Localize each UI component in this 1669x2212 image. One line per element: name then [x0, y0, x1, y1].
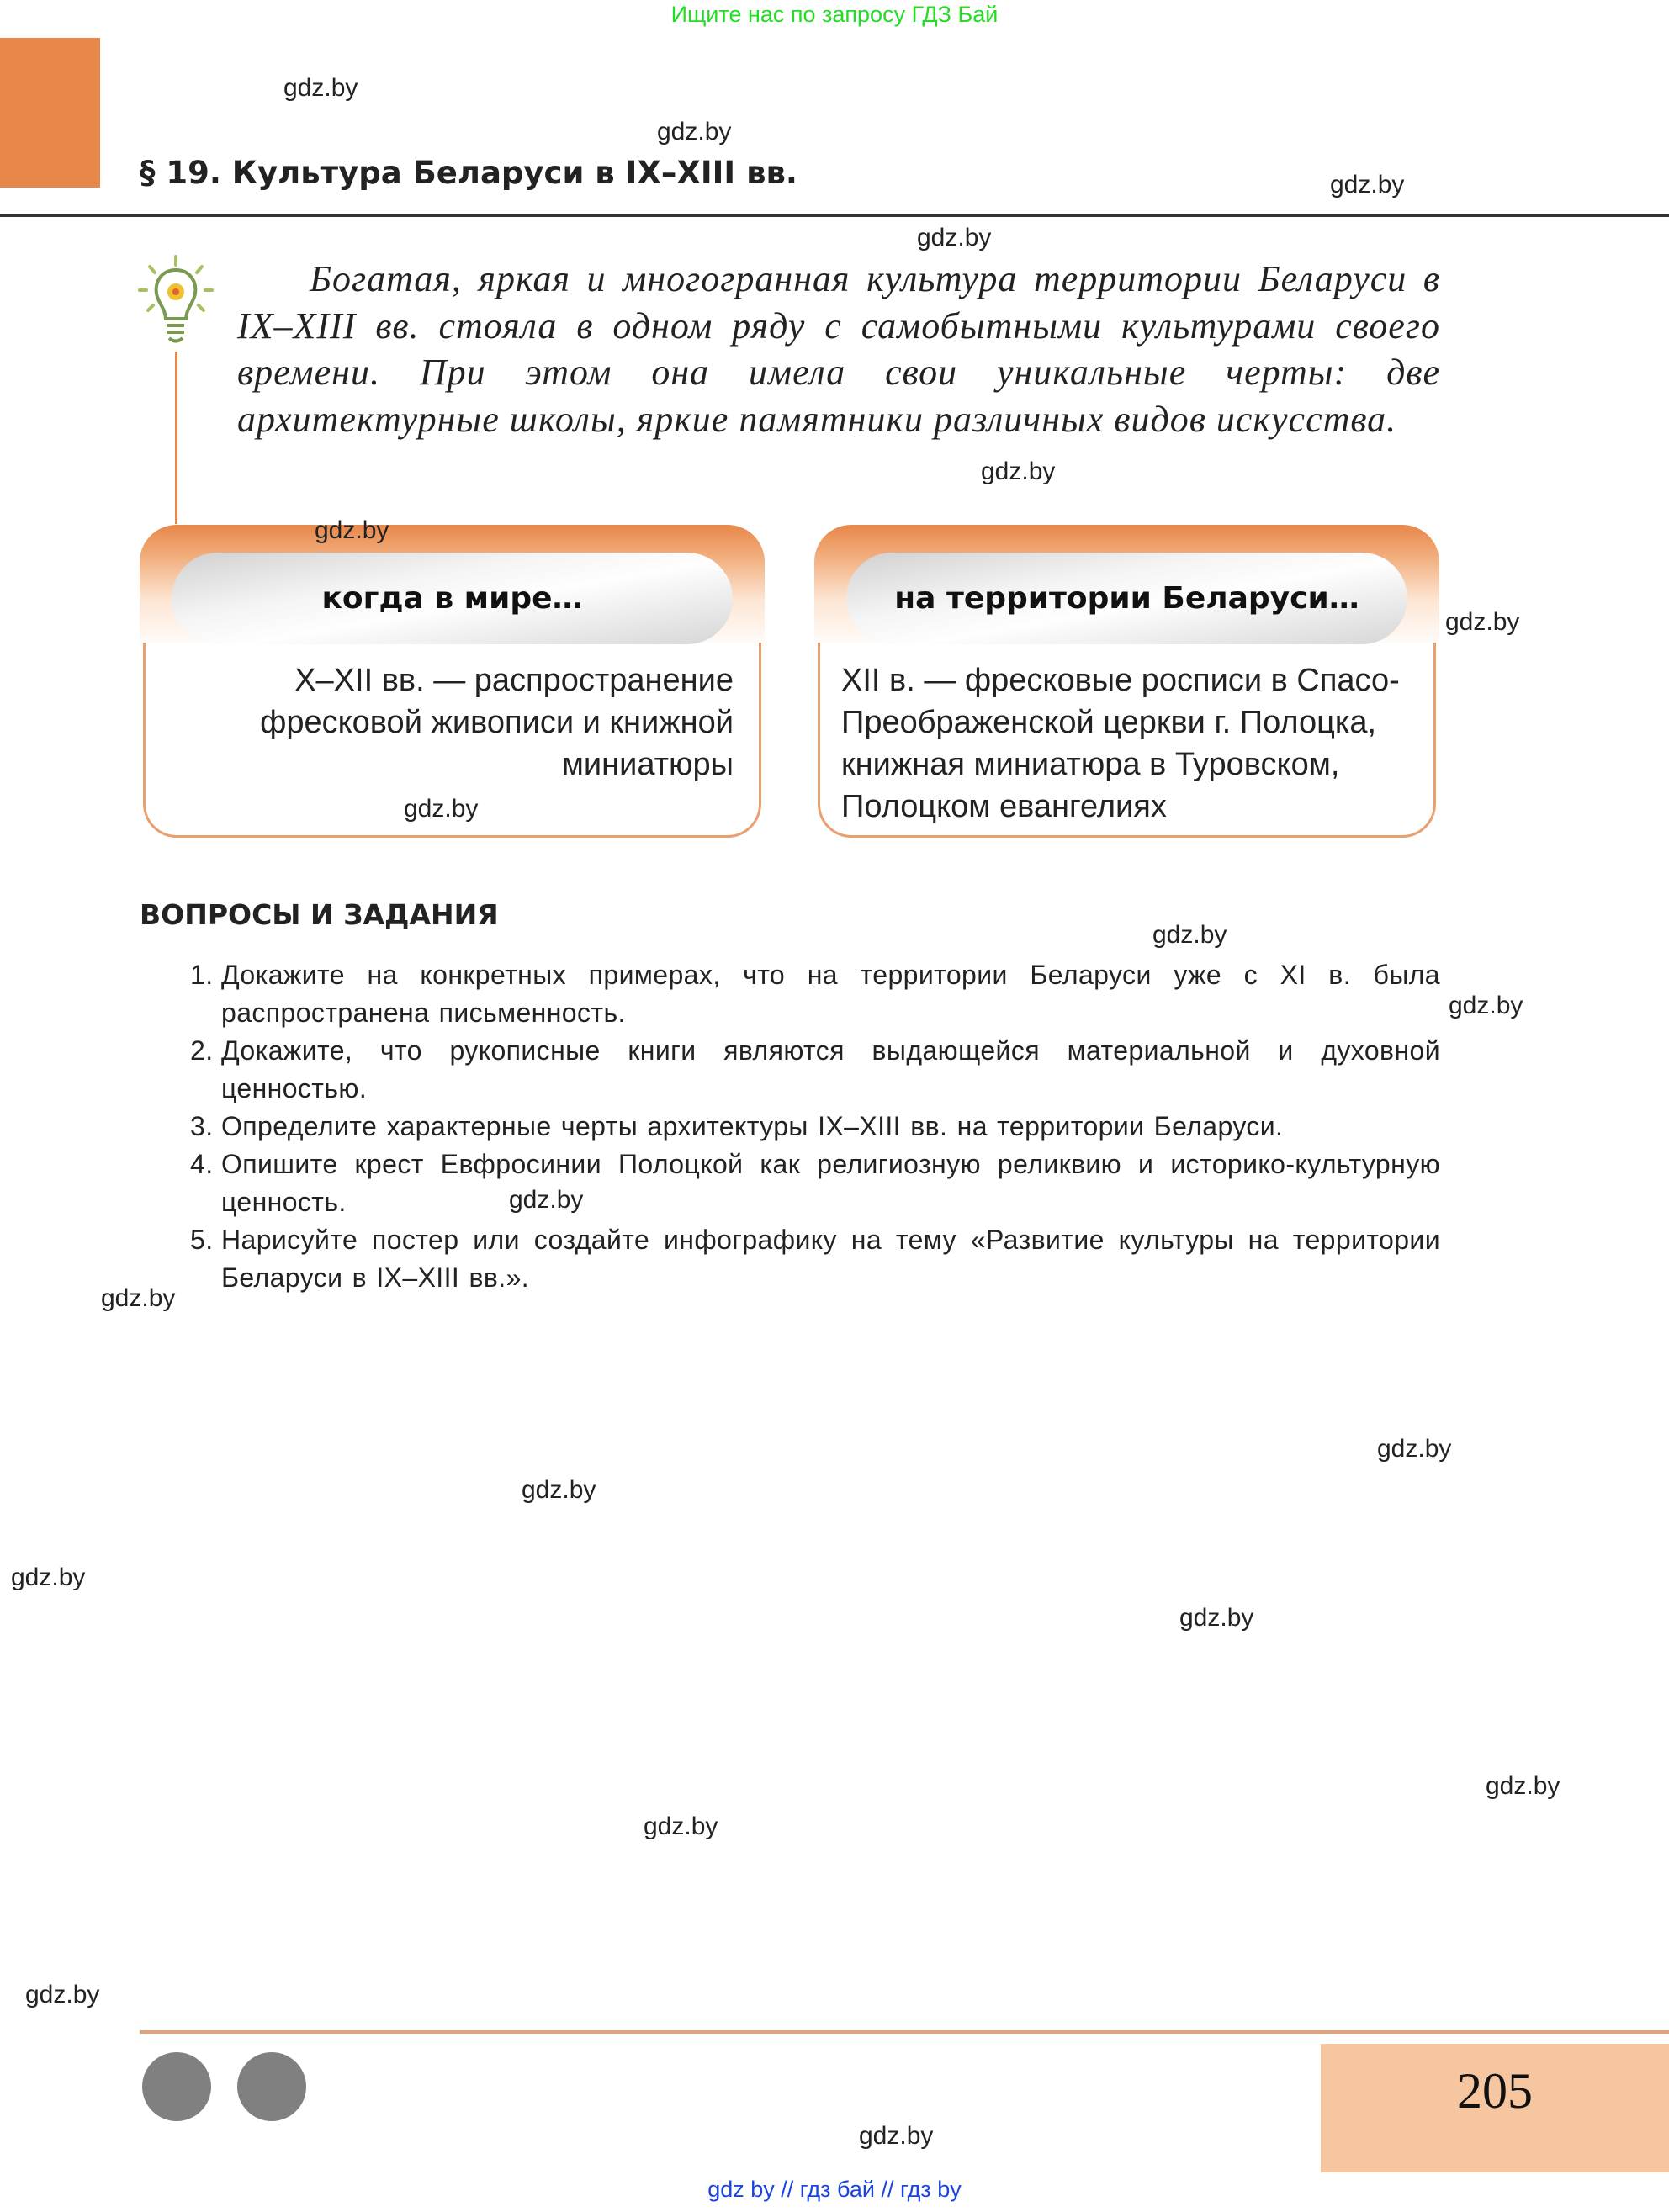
watermark: gdz.by: [917, 224, 992, 251]
questions-list: [185, 956, 1440, 1297]
lightbulb-icon: [138, 255, 214, 347]
question-item: [185, 956, 1440, 1032]
question-item: [185, 1108, 1440, 1146]
footer-divider: [140, 2030, 1669, 2034]
world-box: [140, 525, 765, 841]
watermark: gdz.by: [1179, 1604, 1254, 1632]
accent-line: [175, 352, 177, 524]
question-item: [185, 1032, 1440, 1108]
question-number: 4.: [190, 1149, 214, 1179]
watermark: gdz.by: [404, 795, 479, 823]
watermark: gdz.by: [1445, 608, 1520, 636]
watermark: gdz.by: [25, 1981, 100, 2008]
watermark: gdz.by: [657, 118, 732, 146]
watermark: gdz.by: [859, 2122, 934, 2150]
watermark: gdz.by: [1152, 921, 1227, 949]
question-number: 5.: [190, 1225, 214, 1255]
watermark: gdz.by: [644, 1812, 718, 1840]
header-divider: [0, 214, 1669, 217]
watermark: gdz.by: [1449, 992, 1523, 1019]
question-number: 2.: [190, 1035, 214, 1066]
watermark: gdz.by: [101, 1284, 176, 1312]
world-box-text: X–XII вв. — распространение фресковой живописи и книжной миниатюры: [260, 663, 734, 782]
circle-marker-icon: [237, 2052, 306, 2121]
question-item: [185, 1221, 1440, 1297]
question-number: 1.: [190, 960, 214, 990]
questions-heading: ВОПРОСЫ И ЗАДАНИЯ: [140, 898, 499, 931]
circle-marker-icon: [142, 2052, 211, 2121]
question-text: Определите характерные черты архитектуры IX–XIII вв. на территории Беларуси.: [221, 1111, 1284, 1141]
belarus-box-heading: на территории Беларуси…: [846, 553, 1407, 644]
watermark: gdz.by: [981, 458, 1056, 485]
watermark: gdz.by: [509, 1186, 584, 1214]
watermark: gdz.by: [315, 516, 389, 544]
page-title: § 19. Культура Беларуси в IX–XIII вв.: [140, 155, 797, 191]
question-item: [185, 1146, 1440, 1221]
world-box-heading: когда в мире…: [172, 553, 733, 644]
chapter-tab: [0, 38, 100, 188]
belarus-box-text: XII в. — фресковые росписи в Спасо-Преображенской церкви г. Полоцка, книжная миниатюра в Туровском, Полоцком евангелиях: [841, 663, 1400, 824]
question-text: Докажите на конкретных примерах, что на территории Беларуси уже с XI в. была распространена письменность.: [221, 960, 1440, 1028]
watermark: gdz.by: [1377, 1435, 1452, 1463]
question-text: Нарисуйте постер или создайте инфографику на тему «Развитие культуры на территории Беларуси в IX–XIII вв.».: [221, 1225, 1440, 1293]
watermark: gdz.by: [522, 1476, 596, 1504]
question-text: Опишите крест Евфросинии Полоцкой как религиозную реликвию и историко-культурную ценность.: [221, 1149, 1440, 1217]
watermark: gdz.by: [1486, 1772, 1560, 1800]
intro-paragraph: Богатая, яркая и многогранная культура территории Беларуси в IX–XIII вв. стояла в одном ряду с самобытными культурами своего времени. При этом она имела свои уникальные черты: две архитектурные школы, яркие памятники различных видов искусства.: [237, 258, 1440, 440]
question-text: Докажите, что рукописные книги являются выдающейся материальной и духовной ценностью.: [221, 1035, 1440, 1103]
question-number: 3.: [190, 1111, 214, 1141]
belarus-box: [814, 525, 1439, 841]
watermark: gdz.by: [283, 74, 358, 102]
page-number: 205: [1321, 2044, 1669, 2172]
watermark: gdz.by: [11, 1564, 86, 1591]
search-banner: Ищите нас по запросу ГДЗ Бай: [670, 2, 999, 27]
watermark: gdz.by: [1330, 171, 1405, 198]
footer-links[interactable]: gdz by // гдз бай // гдз by: [707, 2177, 962, 2202]
